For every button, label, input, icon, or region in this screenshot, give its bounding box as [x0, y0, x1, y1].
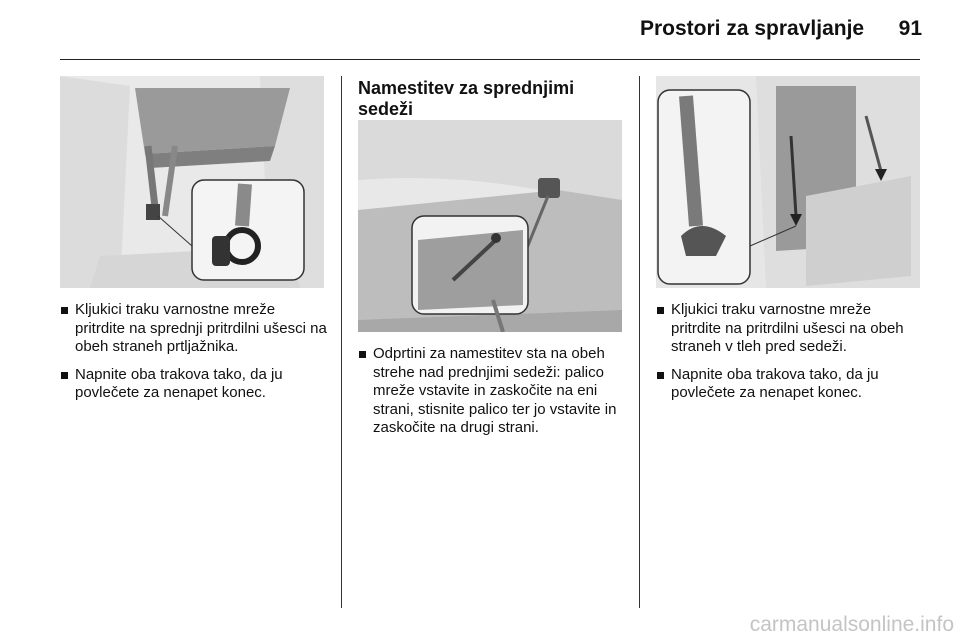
list-item-text: Kljukici traku varnostne mreže pritrdite na pritrdilni ušesci na obeh straneh v tleh pred sedeži. — [671, 301, 904, 355]
page-number: 91 — [898, 17, 922, 40]
column-divider-right — [639, 76, 640, 608]
list-item — [61, 366, 327, 403]
list-item-text: Odprtini za namestitev sta na obeh strehe nad prednjimi sedeži: palico mreže vstavite in zaskočite na eni strani, stisnite palico ter jo vstavite in zaskočite na drugi strani. — [373, 345, 617, 436]
list-item — [657, 366, 923, 403]
column-divider-left — [341, 76, 342, 608]
page-title: Prostori za spravljanje — [640, 17, 865, 40]
list-item — [359, 345, 625, 438]
bullet-square-icon — [359, 351, 366, 358]
section-heading: Namestitev za sprednjimi sedeži — [358, 78, 575, 119]
right-column-list — [657, 301, 923, 412]
middle-column-list — [359, 345, 625, 447]
watermark: carmanualsonline.info — [749, 613, 954, 636]
bullet-square-icon — [61, 307, 68, 314]
left-column-list — [61, 301, 327, 412]
bullet-square-icon — [657, 307, 664, 314]
bullet-square-icon — [657, 372, 664, 379]
cargo-net-roof-mount-illustration — [358, 120, 622, 332]
bullet-square-icon — [61, 372, 68, 379]
list-item-text: Napnite oba trakova tako, da ju povlečete za nenapet konec. — [671, 365, 879, 401]
list-item — [61, 301, 327, 357]
header-rule — [60, 59, 920, 60]
list-item — [657, 301, 923, 357]
cargo-net-front-anchor-illustration — [60, 76, 324, 288]
list-item-text: Napnite oba trakova tako, da ju povlečete za nenapet konec. — [75, 365, 283, 401]
cargo-net-floor-anchor-illustration — [656, 76, 920, 288]
list-item-text: Kljukici traku varnostne mreže pritrdite na sprednji pritrdilni ušesci na obeh straneh prtljažnika. — [75, 301, 327, 355]
